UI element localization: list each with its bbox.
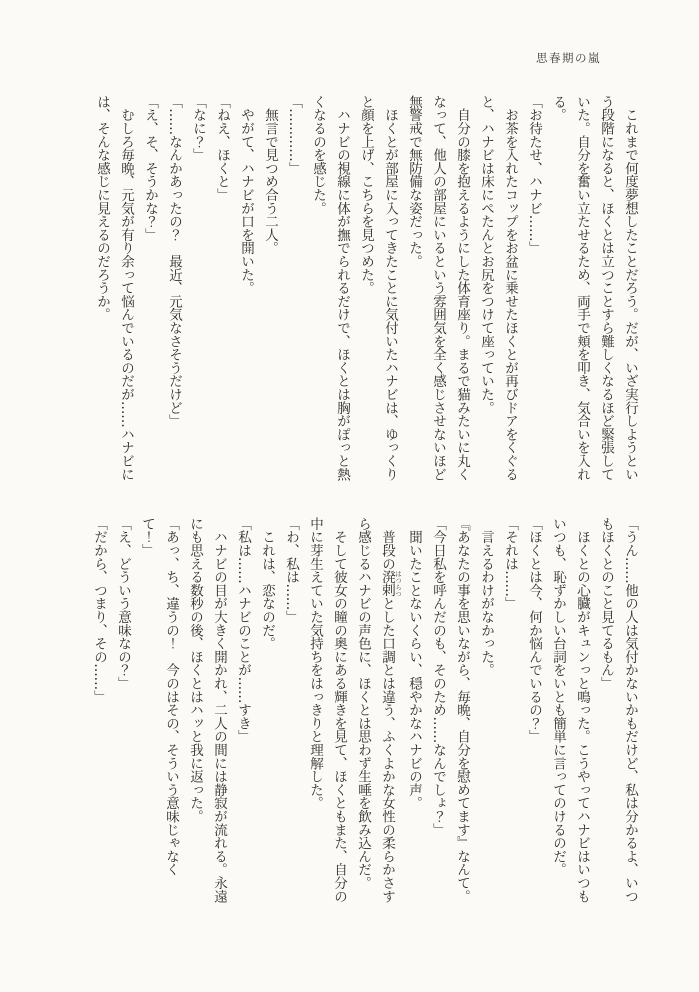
text-line: 「……なんかあったの？ 最近、元気なさそうだけど」 [166, 95, 182, 428]
text-line: 「ねえ、ほくと」 [214, 95, 230, 202]
text-line: 「お待たせ、ハナビ……」 [526, 95, 542, 255]
text-line: ハナビの目が大きく開かれ、二人の間には静寂が流れる。永遠 [211, 517, 227, 903]
text-line: 「え、そ、そうかな？」 [142, 95, 158, 242]
text-line: 自分の膝を抱えるようにした体育座り。まるで猫みたいに丸く [454, 95, 470, 481]
text-line: 「だから、つまり、その……」 [91, 517, 107, 704]
running-head-title: 思春期の嵐 [536, 51, 601, 65]
text-line: もほくとのこと見てるもん」 [598, 517, 614, 690]
text-line: 「あっ、ち、違うの！ 今のはその、そういう意味じゃなく [163, 517, 179, 877]
text-line: る。 [550, 95, 566, 122]
text-line: ほくとが部屋に入ってきたことに気付いたハナビは、ゆっくり [382, 95, 398, 481]
text-line: 「うん……他の人は気付かないかもだけど、私は分かるよ、いつ [622, 517, 638, 903]
text-line: そして彼女の瞳の奥にある輝きを見て、ほくともまた、自分の [331, 517, 347, 903]
text-line: いた。自分を奮い立たせるため、両手で頬を叩き、気合いを入れ [574, 95, 590, 481]
text-line: にも思える数秒の後、ほくとはハッと我に返った。 [187, 517, 203, 823]
lower-text-block [87, 517, 642, 913]
text-line: ら感じるハナビの声色に、ほくとは思わず生唾を飲み込んだ。 [355, 517, 371, 890]
text-line: う段階になると、ほくとは立つことすら難しくなるほど緊張して [598, 95, 614, 481]
text-line: 聞いたことないくらい、穏やかなハナビの声。 [406, 517, 422, 810]
text-line: は、そんな感じに見えるのだろうか。 [94, 95, 110, 322]
text-line: お茶を入れたコップをお盆に乗せたほくとが再びドアをくぐる [502, 95, 518, 481]
text-line: 無言で見つめ合う二人。 [262, 95, 278, 255]
text-line: と、ハナビは床にぺたんとお尻をつけて座っていた。 [478, 95, 494, 415]
text-line: これは、恋なのだ。 [259, 517, 275, 651]
text-line: 「…………」 [286, 95, 302, 175]
text-line: 「なに？」 [190, 95, 206, 162]
text-line: 普段の溌剌 はつらつとした口調とは違う、ふくよかな女性の柔らかさす [379, 517, 402, 903]
text-line: 「それは……」 [502, 517, 518, 611]
text-line: 「わ、私は……」 [283, 517, 299, 624]
text-line: ハナビの視線に体が撫でられるだけで、ほくとは胸がぽっと熱 [334, 95, 350, 481]
text-line: いつも、恥ずかしい台詞をいとも簡単に言ってのけるのだ。 [550, 517, 566, 877]
text-line: くなるのを感じた。 [310, 95, 326, 215]
text-line: これまで何度夢想したことだろう。だが、いざ実行しようとい [622, 95, 638, 481]
text-line: 中に芽生えていた気持ちをはっきりと理解した。 [307, 517, 323, 810]
text-line: 『あなたの事を思いながら、毎晩、自分を慰めてます』なんて。 [454, 517, 470, 903]
text-line: 「え、どういう意味なの？」 [115, 517, 131, 690]
text-line: やがて、ハナビが口を開いた。 [238, 95, 254, 295]
text-line: 「ほくとは今、何か悩んでいるの？」 [526, 517, 542, 744]
text-line: 「私は……ハナビのことが……すき」 [235, 517, 251, 744]
text-line: て！」 [139, 517, 155, 557]
text-line: 「今日私を呼んだのも、そのため……なんでしょ？」 [430, 517, 446, 837]
text-line: 言えるわけがなかった。 [478, 517, 494, 677]
upper-text-block [90, 95, 642, 491]
text-line: ほくとの心臓がキュンっと鳴った。こうやってハナビはいつも [574, 517, 590, 903]
text-line: と顔を上げ、こちらを見つめた。 [358, 95, 374, 295]
text-line: なって、他人の部屋にいるという雰囲気を全く感じさせないほど [430, 95, 446, 481]
text-line: 無警戒で無防備な姿だった。 [406, 95, 422, 268]
text-line: むしろ毎晩、元気が有り余って悩んでいるのだが……ハナビに [118, 95, 134, 481]
